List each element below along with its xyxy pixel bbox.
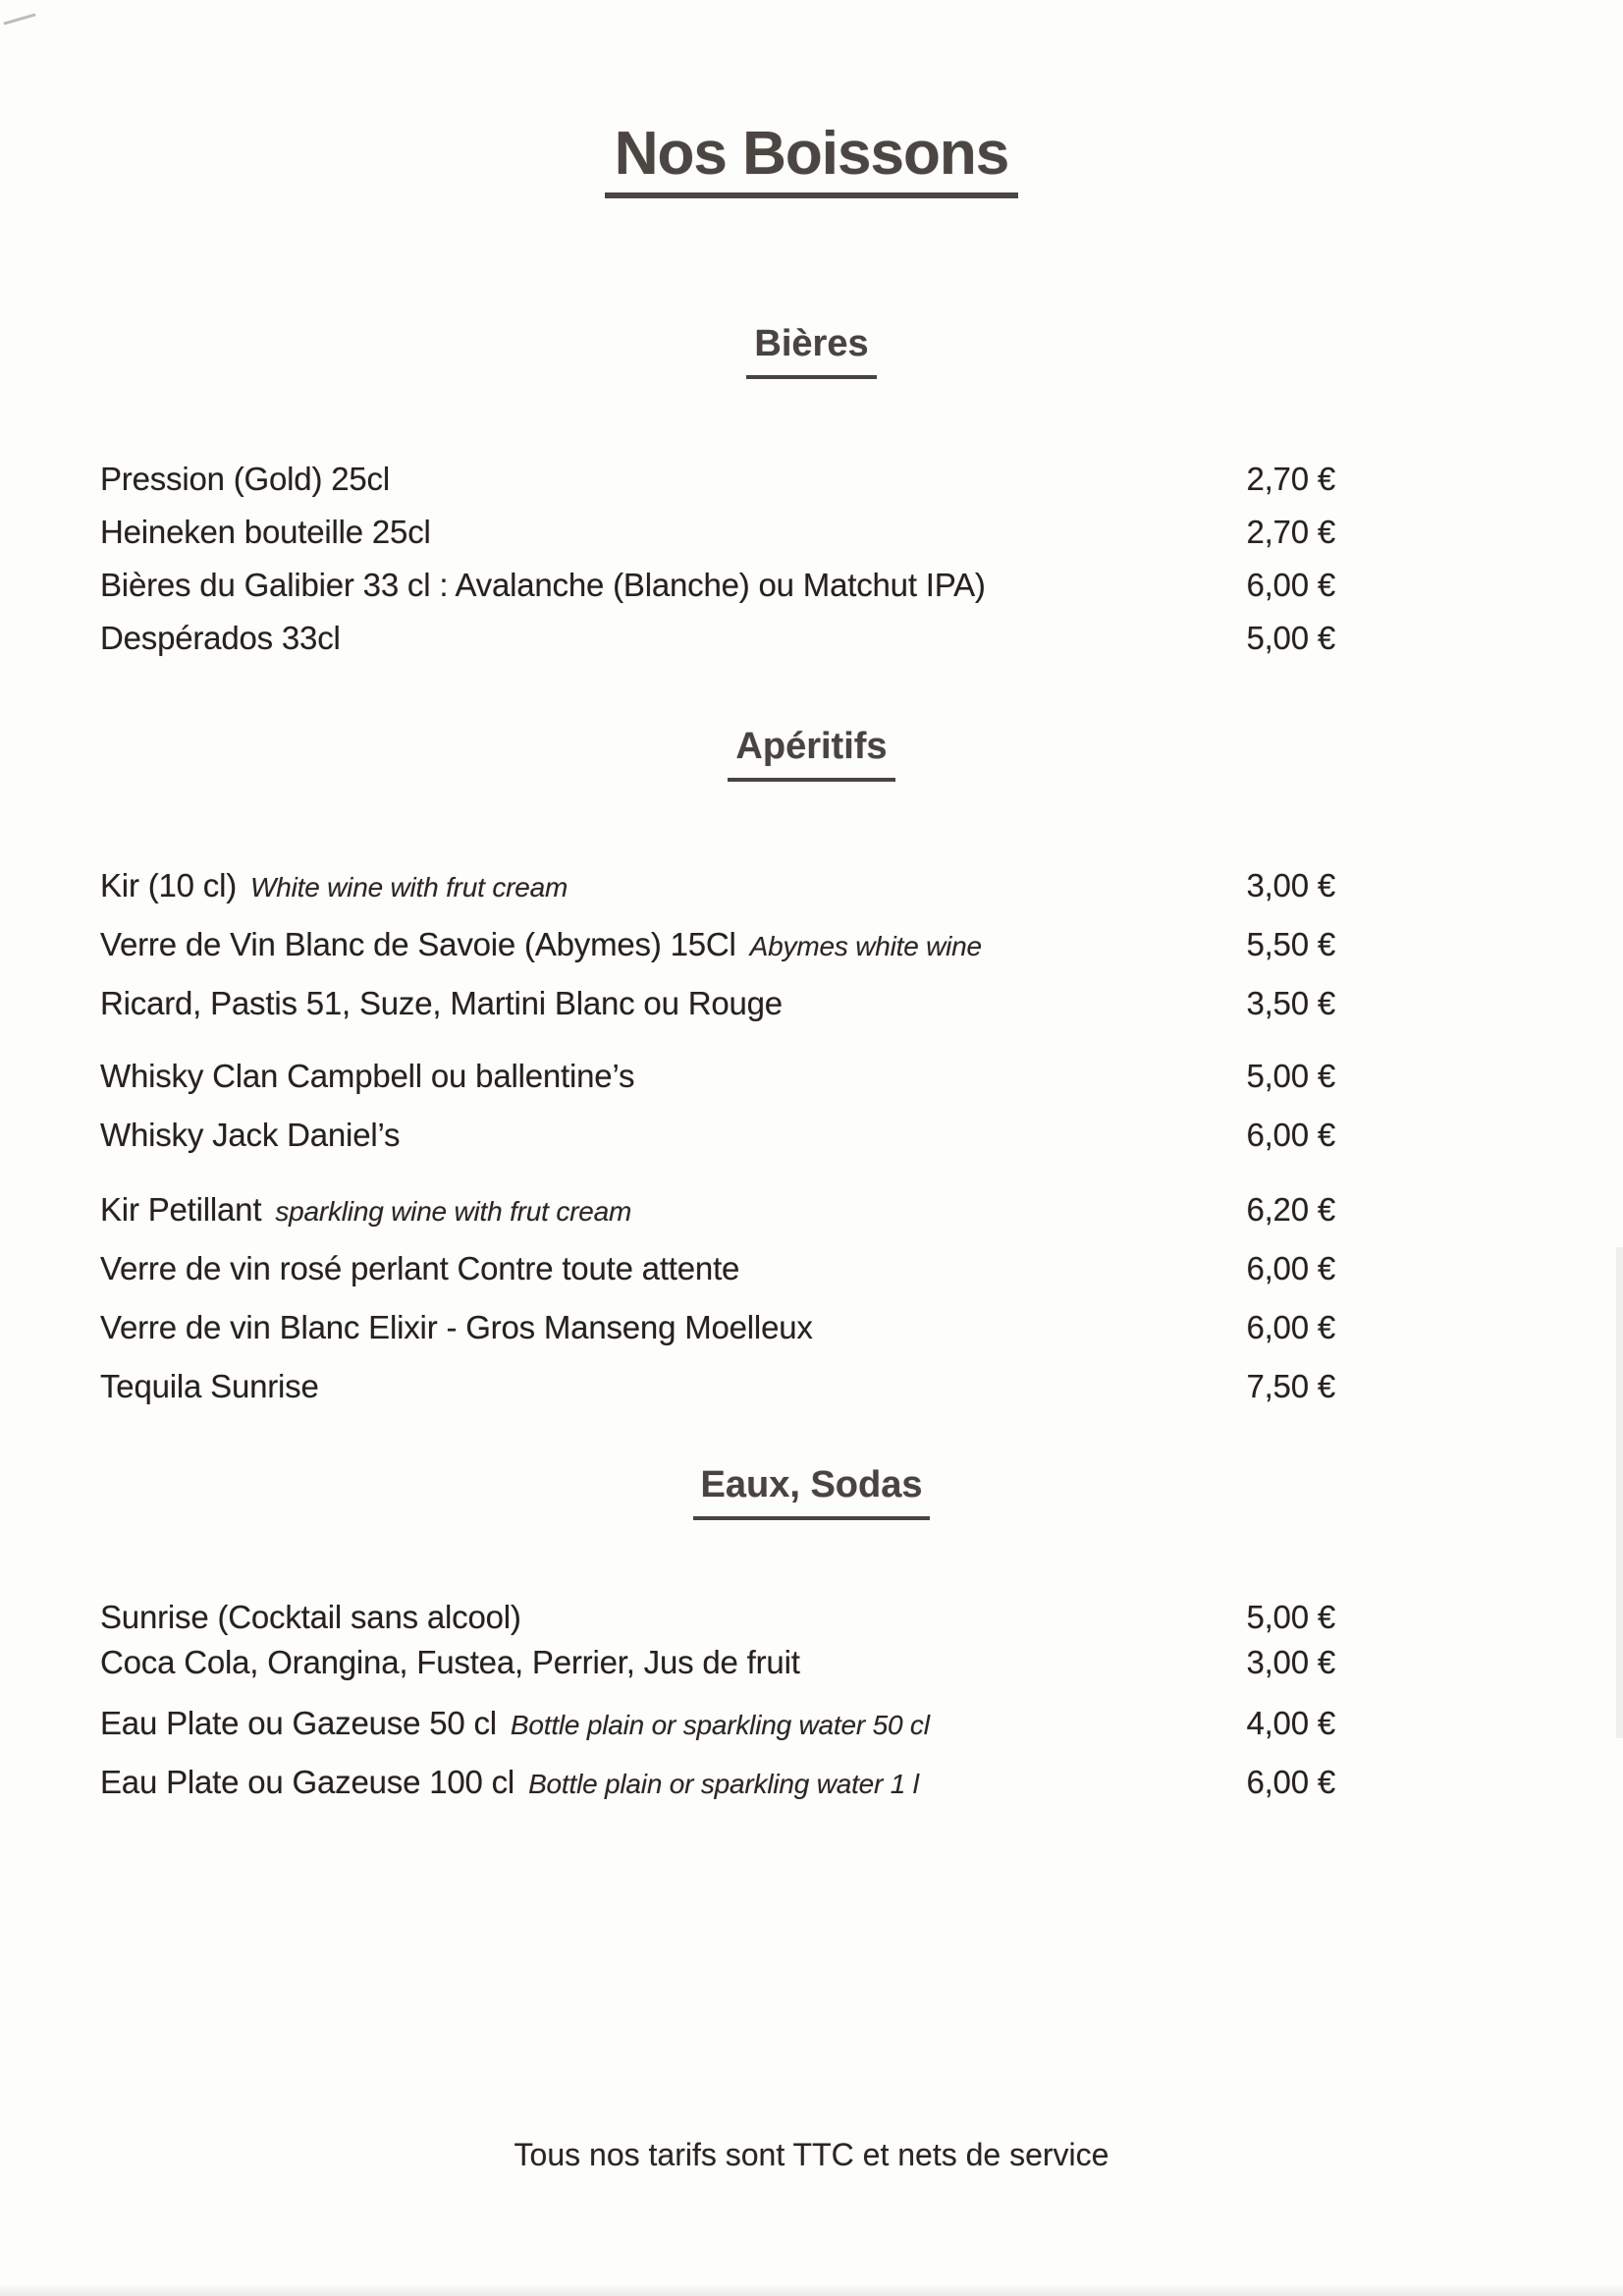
item-price: 5,50 € xyxy=(1246,926,1335,962)
section-heading-aperitifs: Apéritifs xyxy=(728,728,894,782)
item-name xyxy=(100,985,783,1022)
item-name-text: Whisky Clan Campbell ou ballentine’s xyxy=(100,1058,635,1094)
section-heading-eaux-sodas: Eaux, Sodas xyxy=(693,1466,931,1520)
scan-shadow-bottom xyxy=(0,2284,1623,2296)
item-price: 3,50 € xyxy=(1246,985,1335,1021)
item-price: 2,70 € xyxy=(1246,514,1335,550)
item-name-text: Whisky Jack Daniel’s xyxy=(100,1117,401,1153)
footer-wrap xyxy=(0,2137,1623,2173)
menu-item-row xyxy=(100,559,1335,612)
item-name-text: Ricard, Pastis 51, Suze, Martini Blanc ou Rouge xyxy=(100,985,783,1021)
item-price: 4,00 € xyxy=(1246,1705,1335,1741)
section-heading-aperitifs-wrap xyxy=(0,728,1623,782)
item-name-text: Tequila Sunrise xyxy=(100,1368,319,1404)
menu-item-row xyxy=(100,1640,1335,1685)
item-name xyxy=(100,1117,400,1154)
item-name-text: Verre de vin rosé perlant Contre toute attente xyxy=(100,1250,740,1286)
item-name xyxy=(100,461,390,498)
section-heading-bieres-wrap xyxy=(0,325,1623,379)
item-note-text: White wine with frut cream xyxy=(250,872,568,902)
page-title: Nos Boissons xyxy=(605,124,1018,198)
menu-item-row xyxy=(100,915,1335,974)
item-note-text: Bottle plain or sparkling water 50 cl xyxy=(510,1710,930,1740)
menu-item-row xyxy=(100,1298,1335,1357)
item-note-text: Abymes white wine xyxy=(749,931,982,961)
item-name xyxy=(100,1250,739,1287)
item-price: 3,00 € xyxy=(1246,867,1335,903)
page-title-wrap xyxy=(0,120,1623,198)
section-heading-eaux-sodas-wrap xyxy=(0,1466,1623,1520)
item-name xyxy=(100,1599,521,1636)
menu-list-eaux-sodas xyxy=(100,1595,1335,1812)
menu-item-row xyxy=(100,1180,1335,1239)
footer-note: Tous nos tarifs sont TTC et nets de service xyxy=(514,2137,1109,2172)
item-name-text: Bières du Galibier 33 cl : Avalanche (Blanche) ou Matchut IPA) xyxy=(100,567,986,603)
menu-item-row xyxy=(100,1239,1335,1298)
menu-list-aperitifs xyxy=(100,856,1335,1416)
menu-item-row xyxy=(100,856,1335,915)
item-name-text: Pression (Gold) 25cl xyxy=(100,461,390,497)
item-name-text: Coca Cola, Orangina, Fustea, Perrier, Jus de fruit xyxy=(100,1644,800,1680)
item-name-text: Despérados 33cl xyxy=(100,620,341,656)
item-price: 6,00 € xyxy=(1246,1764,1335,1800)
item-name-text: Eau Plate ou Gazeuse 100 cl xyxy=(100,1764,515,1800)
menu-item-row xyxy=(100,453,1335,506)
item-name xyxy=(100,926,982,963)
item-price: 7,50 € xyxy=(1246,1368,1335,1404)
item-price: 2,70 € xyxy=(1246,461,1335,497)
item-name xyxy=(100,620,341,657)
item-price: 3,00 € xyxy=(1246,1644,1335,1680)
item-price: 6,00 € xyxy=(1246,1117,1335,1153)
item-name xyxy=(100,567,986,604)
menu-item-row xyxy=(100,1753,1335,1812)
item-price: 5,00 € xyxy=(1246,620,1335,656)
item-name-text: Kir (10 cl) xyxy=(100,867,237,903)
item-price: 6,20 € xyxy=(1246,1191,1335,1228)
item-price: 6,00 € xyxy=(1246,1309,1335,1345)
item-price: 5,00 € xyxy=(1246,1058,1335,1094)
item-name-text: Heineken bouteille 25cl xyxy=(100,514,431,550)
item-name-text: Kir Petillant xyxy=(100,1191,262,1228)
item-price: 5,00 € xyxy=(1246,1599,1335,1635)
menu-item-row xyxy=(100,1694,1335,1753)
menu-item-row xyxy=(100,1047,1335,1106)
item-name xyxy=(100,1764,919,1801)
section-heading-bieres: Bières xyxy=(746,325,876,379)
menu-item-row xyxy=(100,612,1335,665)
item-name xyxy=(100,1309,813,1346)
menu-item-row xyxy=(100,1357,1335,1416)
menu-item-row xyxy=(100,1595,1335,1640)
menu-item-row xyxy=(100,1106,1335,1165)
item-note-text: Bottle plain or sparkling water 1 l xyxy=(528,1769,919,1799)
menu-item-row xyxy=(100,506,1335,559)
item-name xyxy=(100,1644,800,1681)
item-note-text: sparkling wine with frut cream xyxy=(275,1196,632,1227)
item-price: 6,00 € xyxy=(1246,1250,1335,1286)
item-name-text: Verre de Vin Blanc de Savoie (Abymes) 15Cl xyxy=(100,926,736,962)
item-name xyxy=(100,867,568,904)
item-name-text: Eau Plate ou Gazeuse 50 cl xyxy=(100,1705,497,1741)
item-name-text: Verre de vin Blanc Elixir - Gros Manseng Moelleux xyxy=(100,1309,813,1345)
item-name xyxy=(100,514,431,551)
item-name xyxy=(100,1705,930,1742)
item-name xyxy=(100,1191,631,1229)
item-name xyxy=(100,1368,319,1405)
pencil-scratch-mark xyxy=(3,13,36,25)
item-name xyxy=(100,1058,634,1095)
menu-list-bieres xyxy=(100,453,1335,665)
item-name-text: Sunrise (Cocktail sans alcool) xyxy=(100,1599,521,1635)
item-price: 6,00 € xyxy=(1246,567,1335,603)
menu-item-row xyxy=(100,974,1335,1033)
